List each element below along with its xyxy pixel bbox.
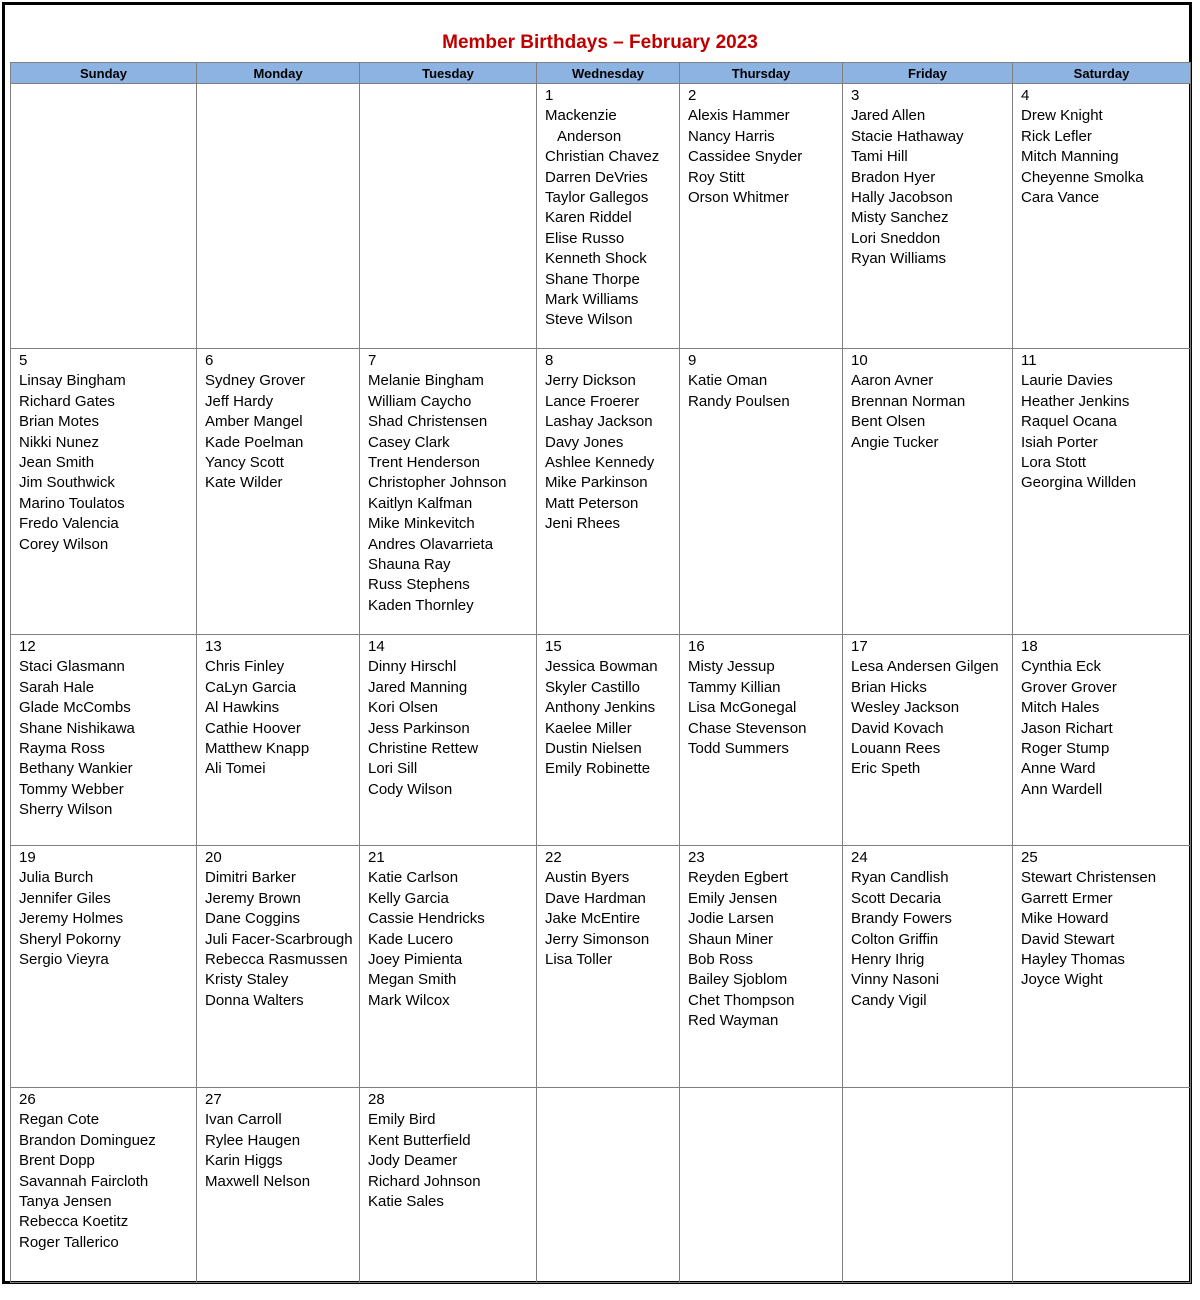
day-cell — [843, 84, 1013, 349]
member-name: Sergio Vieyra — [19, 951, 109, 969]
member-name: Mike Minkevitch — [368, 515, 475, 533]
member-name: Dustin Nielsen — [545, 740, 642, 758]
member-name: Cassidee Snyder — [688, 148, 803, 166]
member-name: Mitch Hales — [1021, 699, 1100, 717]
day-number: 16 — [688, 638, 705, 655]
member-name: Rylee Haugen — [205, 1131, 301, 1149]
member-name: Jodie Larsen — [688, 910, 774, 928]
member-name: Jason Richart — [1021, 719, 1113, 737]
weekday-monday: Monday — [197, 63, 360, 84]
member-name: Jared Allen — [851, 107, 926, 125]
weekday-wednesday: Wednesday — [537, 63, 680, 84]
day-cell — [1013, 84, 1191, 349]
member-name: Candy Vigil — [851, 991, 927, 1009]
day-number: 17 — [851, 638, 868, 655]
calendar-grid — [10, 62, 1191, 1283]
member-name: Hayley Thomas — [1021, 951, 1125, 969]
member-name: Drew Knight — [1021, 107, 1103, 125]
member-name: Kaelee Miller — [545, 719, 632, 737]
member-name: Yancy Scott — [205, 454, 284, 472]
member-name: Jessica Bowman — [545, 658, 658, 676]
empty-day-cell — [1013, 1088, 1191, 1283]
empty-day-cell — [680, 1088, 843, 1283]
member-name: Vinny Nasoni — [851, 971, 940, 989]
member-name: Roger Stump — [1021, 740, 1110, 758]
day-number: 15 — [545, 638, 562, 655]
member-name: William Caycho — [368, 392, 472, 410]
member-name: Eric Speth — [851, 760, 921, 778]
day-number: 22 — [545, 849, 562, 866]
member-name: Louann Rees — [851, 740, 941, 758]
day-cell — [11, 349, 197, 635]
day-number: 14 — [368, 638, 385, 655]
member-name: Reyden Egbert — [688, 869, 789, 887]
member-name: Kade Lucero — [368, 930, 454, 948]
day-number: 5 — [19, 352, 28, 369]
day-cell — [680, 846, 843, 1088]
weekday-tuesday: Tuesday — [360, 63, 537, 84]
member-name: Shauna Ray — [368, 556, 451, 574]
week-row — [11, 635, 1191, 846]
member-name: Ann Wardell — [1021, 780, 1103, 798]
member-name: Mackenzie — [545, 107, 617, 125]
day-cell — [11, 1088, 197, 1283]
member-name: Misty Sanchez — [851, 209, 949, 227]
member-name: Grover Grover — [1021, 678, 1117, 696]
member-name: Cheyenne Smolka — [1021, 168, 1144, 186]
member-name: Jeff Hardy — [205, 392, 274, 410]
member-name: Jennifer Giles — [19, 889, 111, 907]
member-name: Lora Stott — [1021, 454, 1087, 472]
member-name: Jean Smith — [19, 454, 95, 472]
member-name: Shaun Miner — [688, 930, 774, 948]
member-name: Sarah Hale — [19, 678, 95, 696]
member-name: Lesa Andersen Gilgen — [851, 658, 999, 676]
member-name: Richard Gates — [19, 392, 115, 410]
member-name: Angie Tucker — [851, 433, 939, 451]
day-number: 4 — [1021, 87, 1030, 104]
member-name: Al Hawkins — [205, 699, 280, 717]
member-name: Nikki Nunez — [19, 433, 100, 451]
member-name: Garrett Ermer — [1021, 889, 1113, 907]
member-name: Skyler Castillo — [545, 678, 641, 696]
day-number: 20 — [205, 849, 222, 866]
member-name: Jody Deamer — [368, 1152, 458, 1170]
member-name: Karen Riddel — [545, 209, 632, 227]
member-name: Kori Olsen — [368, 699, 439, 717]
member-name: Jake McEntire — [545, 910, 641, 928]
member-name: Austin Byers — [545, 869, 630, 887]
member-name: Julia Burch — [19, 869, 94, 887]
member-name: Tammy Killian — [688, 678, 781, 696]
member-name: Casey Clark — [368, 433, 450, 451]
day-number: 28 — [368, 1091, 385, 1108]
member-name: Darren DeVries — [545, 168, 648, 186]
member-name: Emily Robinette — [545, 760, 651, 778]
member-name: Dimitri Barker — [205, 869, 296, 887]
member-name: Jeremy Holmes — [19, 910, 124, 928]
day-cell — [1013, 846, 1191, 1088]
member-name: Cynthia Eck — [1021, 658, 1102, 676]
member-name: Taylor Gallegos — [545, 189, 649, 207]
member-name: Emily Jensen — [688, 889, 778, 907]
day-number: 9 — [688, 352, 697, 369]
member-name: Rick Lefler — [1021, 127, 1092, 145]
day-cell — [537, 846, 680, 1088]
member-name: Trent Henderson — [368, 454, 481, 472]
member-name: Kristy Staley — [205, 971, 289, 989]
day-number: 12 — [19, 638, 36, 655]
day-number: 27 — [205, 1091, 222, 1108]
member-name: Lisa McGonegal — [688, 699, 797, 717]
member-name: Brian Hicks — [851, 678, 927, 696]
member-name: David Stewart — [1021, 930, 1115, 948]
member-name: Megan Smith — [368, 971, 457, 989]
member-name: Jerry Simonson — [545, 930, 650, 948]
member-name: Bent Olsen — [851, 413, 926, 431]
member-name: Davy Jones — [545, 433, 624, 451]
empty-day-cell — [197, 84, 360, 349]
day-number: 3 — [851, 87, 860, 104]
member-name: Katie Oman — [688, 372, 768, 390]
member-name: Mitch Manning — [1021, 148, 1119, 166]
member-name: Lance Froerer — [545, 392, 640, 410]
member-name: Jared Manning — [368, 678, 468, 696]
member-name: Sydney Grover — [205, 372, 306, 390]
member-name: Donna Walters — [205, 991, 304, 1009]
member-name: Anderson — [557, 127, 622, 145]
day-cell — [843, 846, 1013, 1088]
member-name: Kate Wilder — [205, 474, 283, 492]
member-name: Red Wayman — [688, 1012, 779, 1030]
member-name: Brandon Dominguez — [19, 1131, 156, 1149]
member-name: Katie Carlson — [368, 869, 459, 887]
member-name: Kaden Thornley — [368, 596, 474, 614]
day-number: 6 — [205, 352, 214, 369]
member-name: Bradon Hyer — [851, 168, 936, 186]
member-name: Dinny Hirschl — [368, 658, 457, 676]
day-number: 24 — [851, 849, 868, 866]
member-name: Chase Stevenson — [688, 719, 807, 737]
member-name: Jerry Dickson — [545, 372, 636, 390]
member-name: Heather Jenkins — [1021, 392, 1130, 410]
member-name: Cody Wilson — [368, 780, 453, 798]
day-number: 11 — [1021, 352, 1037, 369]
member-name: Henry Ihrig — [851, 951, 925, 969]
member-name: Kenneth Shock — [545, 250, 647, 268]
day-number: 19 — [19, 849, 36, 866]
day-cell — [1013, 349, 1191, 635]
member-name: Juli Facer-Scarbrough — [205, 930, 353, 948]
member-name: Melanie Bingham — [368, 372, 484, 390]
member-name: Stewart Christensen — [1021, 869, 1157, 887]
member-name: Lisa Toller — [545, 951, 613, 969]
member-name: Ashlee Kennedy — [545, 454, 655, 472]
week-row — [11, 349, 1191, 635]
day-cell — [537, 635, 680, 846]
empty-day-cell — [843, 1088, 1013, 1283]
member-name: Lori Sill — [368, 760, 418, 778]
member-name: Jim Southwick — [19, 474, 115, 492]
day-cell — [360, 635, 537, 846]
member-name: Mike Howard — [1021, 910, 1109, 928]
day-cell — [537, 349, 680, 635]
member-name: Dave Hardman — [545, 889, 646, 907]
week-row — [11, 1088, 1191, 1283]
member-name: Brennan Norman — [851, 392, 966, 410]
member-name: Jeremy Brown — [205, 889, 301, 907]
member-name: Shane Thorpe — [545, 270, 640, 288]
member-name: Cathie Hoover — [205, 719, 301, 737]
member-name: Aaron Avner — [851, 372, 934, 390]
day-cell — [843, 635, 1013, 846]
member-name: Christine Rettew — [368, 740, 479, 758]
member-name: David Kovach — [851, 719, 944, 737]
member-name: Ali Tomei — [205, 760, 266, 778]
member-name: Sherry Wilson — [19, 801, 113, 819]
member-name: Matthew Knapp — [205, 740, 310, 758]
member-name: Jeni Rhees — [545, 515, 621, 533]
day-number: 26 — [19, 1091, 36, 1108]
member-name: Lori Sneddon — [851, 229, 941, 247]
member-name: Dane Coggins — [205, 910, 301, 928]
member-name: Christian Chavez — [545, 148, 660, 166]
day-cell — [197, 635, 360, 846]
member-name: Randy Poulsen — [688, 392, 790, 410]
member-name: Raquel Ocana — [1021, 413, 1117, 431]
member-name: Glade McCombs — [19, 699, 131, 717]
member-name: Scott Decaria — [851, 889, 942, 907]
member-name: Orson Whitmer — [688, 189, 789, 207]
day-number: 10 — [851, 352, 868, 369]
member-name: Mark Williams — [545, 291, 639, 309]
member-name: Kade Poelman — [205, 433, 304, 451]
member-name: Jess Parkinson — [368, 719, 470, 737]
member-name: Elise Russo — [545, 229, 625, 247]
member-name: Cassie Hendricks — [368, 910, 485, 928]
member-name: Ryan Candlish — [851, 869, 949, 887]
member-name: Bethany Wankier — [19, 760, 133, 778]
day-cell — [680, 84, 843, 349]
member-name: Shane Nishikawa — [19, 719, 135, 737]
day-number: 8 — [545, 352, 554, 369]
member-name: Corey Wilson — [19, 535, 109, 553]
member-name: Karin Higgs — [205, 1152, 283, 1170]
member-name: Rebecca Rasmussen — [205, 951, 348, 969]
member-name: Amber Mangel — [205, 413, 303, 431]
member-name: Joey Pimienta — [368, 951, 463, 969]
day-cell — [11, 846, 197, 1088]
member-name: Joyce Wight — [1021, 971, 1103, 989]
member-name: Kaitlyn Kalfman — [368, 494, 473, 512]
week-row — [11, 846, 1191, 1088]
weekday-thursday: Thursday — [680, 63, 843, 84]
member-name: Marino Toulatos — [19, 494, 125, 512]
empty-day-cell — [360, 84, 537, 349]
member-name: Rayma Ross — [19, 740, 105, 758]
day-cell — [360, 349, 537, 635]
member-name: Nancy Harris — [688, 127, 775, 145]
day-cell — [843, 349, 1013, 635]
member-name: Katie Sales — [368, 1193, 444, 1211]
member-name: Brent Dopp — [19, 1152, 95, 1170]
member-name: Richard Johnson — [368, 1172, 481, 1190]
member-name: Bailey Sjoblom — [688, 971, 788, 989]
day-cell — [1013, 635, 1191, 846]
member-name: Andres Olavarrieta — [368, 535, 494, 553]
member-name: Todd Summers — [688, 740, 789, 758]
member-name: Mike Parkinson — [545, 474, 648, 492]
day-number: 21 — [368, 849, 385, 866]
member-name: Staci Glasmann — [19, 658, 125, 676]
member-name: Roy Stitt — [688, 168, 745, 186]
member-name: Regan Cote — [19, 1111, 100, 1129]
day-cell — [680, 635, 843, 846]
member-name: Kent Butterfield — [368, 1131, 471, 1149]
day-number: 13 — [205, 638, 222, 655]
member-name: Mark Wilcox — [368, 991, 450, 1009]
day-number: 23 — [688, 849, 705, 866]
day-number: 25 — [1021, 849, 1038, 866]
member-name: Tommy Webber — [19, 780, 124, 798]
member-name: Cara Vance — [1021, 189, 1100, 207]
member-name: Emily Bird — [368, 1111, 436, 1129]
weekday-header-row — [11, 63, 1191, 84]
day-cell — [197, 1088, 360, 1283]
member-name: Roger Tallerico — [19, 1233, 119, 1251]
member-name: Sheryl Pokorny — [19, 930, 121, 948]
member-name: Chris Finley — [205, 658, 285, 676]
day-cell — [680, 349, 843, 635]
member-name: Maxwell Nelson — [205, 1172, 311, 1190]
member-name: Bob Ross — [688, 951, 754, 969]
member-name: Steve Wilson — [545, 311, 633, 329]
member-name: Ivan Carroll — [205, 1111, 282, 1129]
member-name: Wesley Jackson — [851, 699, 960, 717]
member-name: Brian Motes — [19, 413, 100, 431]
member-name: Tanya Jensen — [19, 1193, 112, 1211]
member-name: Kelly Garcia — [368, 889, 449, 907]
member-name: Georgina Willden — [1021, 474, 1137, 492]
member-name: CaLyn Garcia — [205, 678, 297, 696]
member-name: Fredo Valencia — [19, 515, 119, 533]
day-number: 7 — [368, 352, 377, 369]
member-name: Anne Ward — [1021, 760, 1096, 778]
day-cell — [197, 349, 360, 635]
member-name: Hally Jacobson — [851, 189, 953, 207]
member-name: Laurie Davies — [1021, 372, 1113, 390]
empty-day-cell — [537, 1088, 680, 1283]
member-name: Anthony Jenkins — [545, 699, 656, 717]
weekday-saturday: Saturday — [1013, 63, 1191, 84]
weekday-friday: Friday — [843, 63, 1013, 84]
member-name: Matt Peterson — [545, 494, 639, 512]
day-number: 1 — [545, 87, 554, 104]
empty-day-cell — [11, 84, 197, 349]
member-name: Chet Thompson — [688, 991, 795, 1009]
day-number: 18 — [1021, 638, 1038, 655]
member-name: Ryan Williams — [851, 250, 947, 268]
member-name: Tami Hill — [851, 148, 908, 166]
page-title: Member Birthdays – February 2023 — [442, 32, 758, 53]
member-name: Brandy Fowers — [851, 910, 952, 928]
member-name: Stacie Hathaway — [851, 127, 964, 145]
day-cell — [11, 635, 197, 846]
member-name: Linsay Bingham — [19, 372, 126, 390]
day-number: 2 — [688, 87, 697, 104]
member-name: Alexis Hammer — [688, 107, 790, 125]
member-name: Savannah Faircloth — [19, 1172, 149, 1190]
day-cell — [197, 846, 360, 1088]
week-row — [11, 84, 1191, 349]
member-name: Shad Christensen — [368, 413, 488, 431]
day-cell — [360, 1088, 537, 1283]
member-name: Colton Griffin — [851, 930, 939, 948]
member-name: Christopher Johnson — [368, 474, 507, 492]
member-name: Misty Jessup — [688, 658, 775, 676]
member-name: Lashay Jackson — [545, 413, 653, 431]
member-name: Russ Stephens — [368, 576, 470, 594]
weekday-sunday: Sunday — [11, 63, 197, 84]
member-name: Isiah Porter — [1021, 433, 1098, 451]
member-name: Rebecca Koetitz — [19, 1213, 129, 1231]
day-cell — [360, 846, 537, 1088]
day-cell — [537, 84, 680, 349]
